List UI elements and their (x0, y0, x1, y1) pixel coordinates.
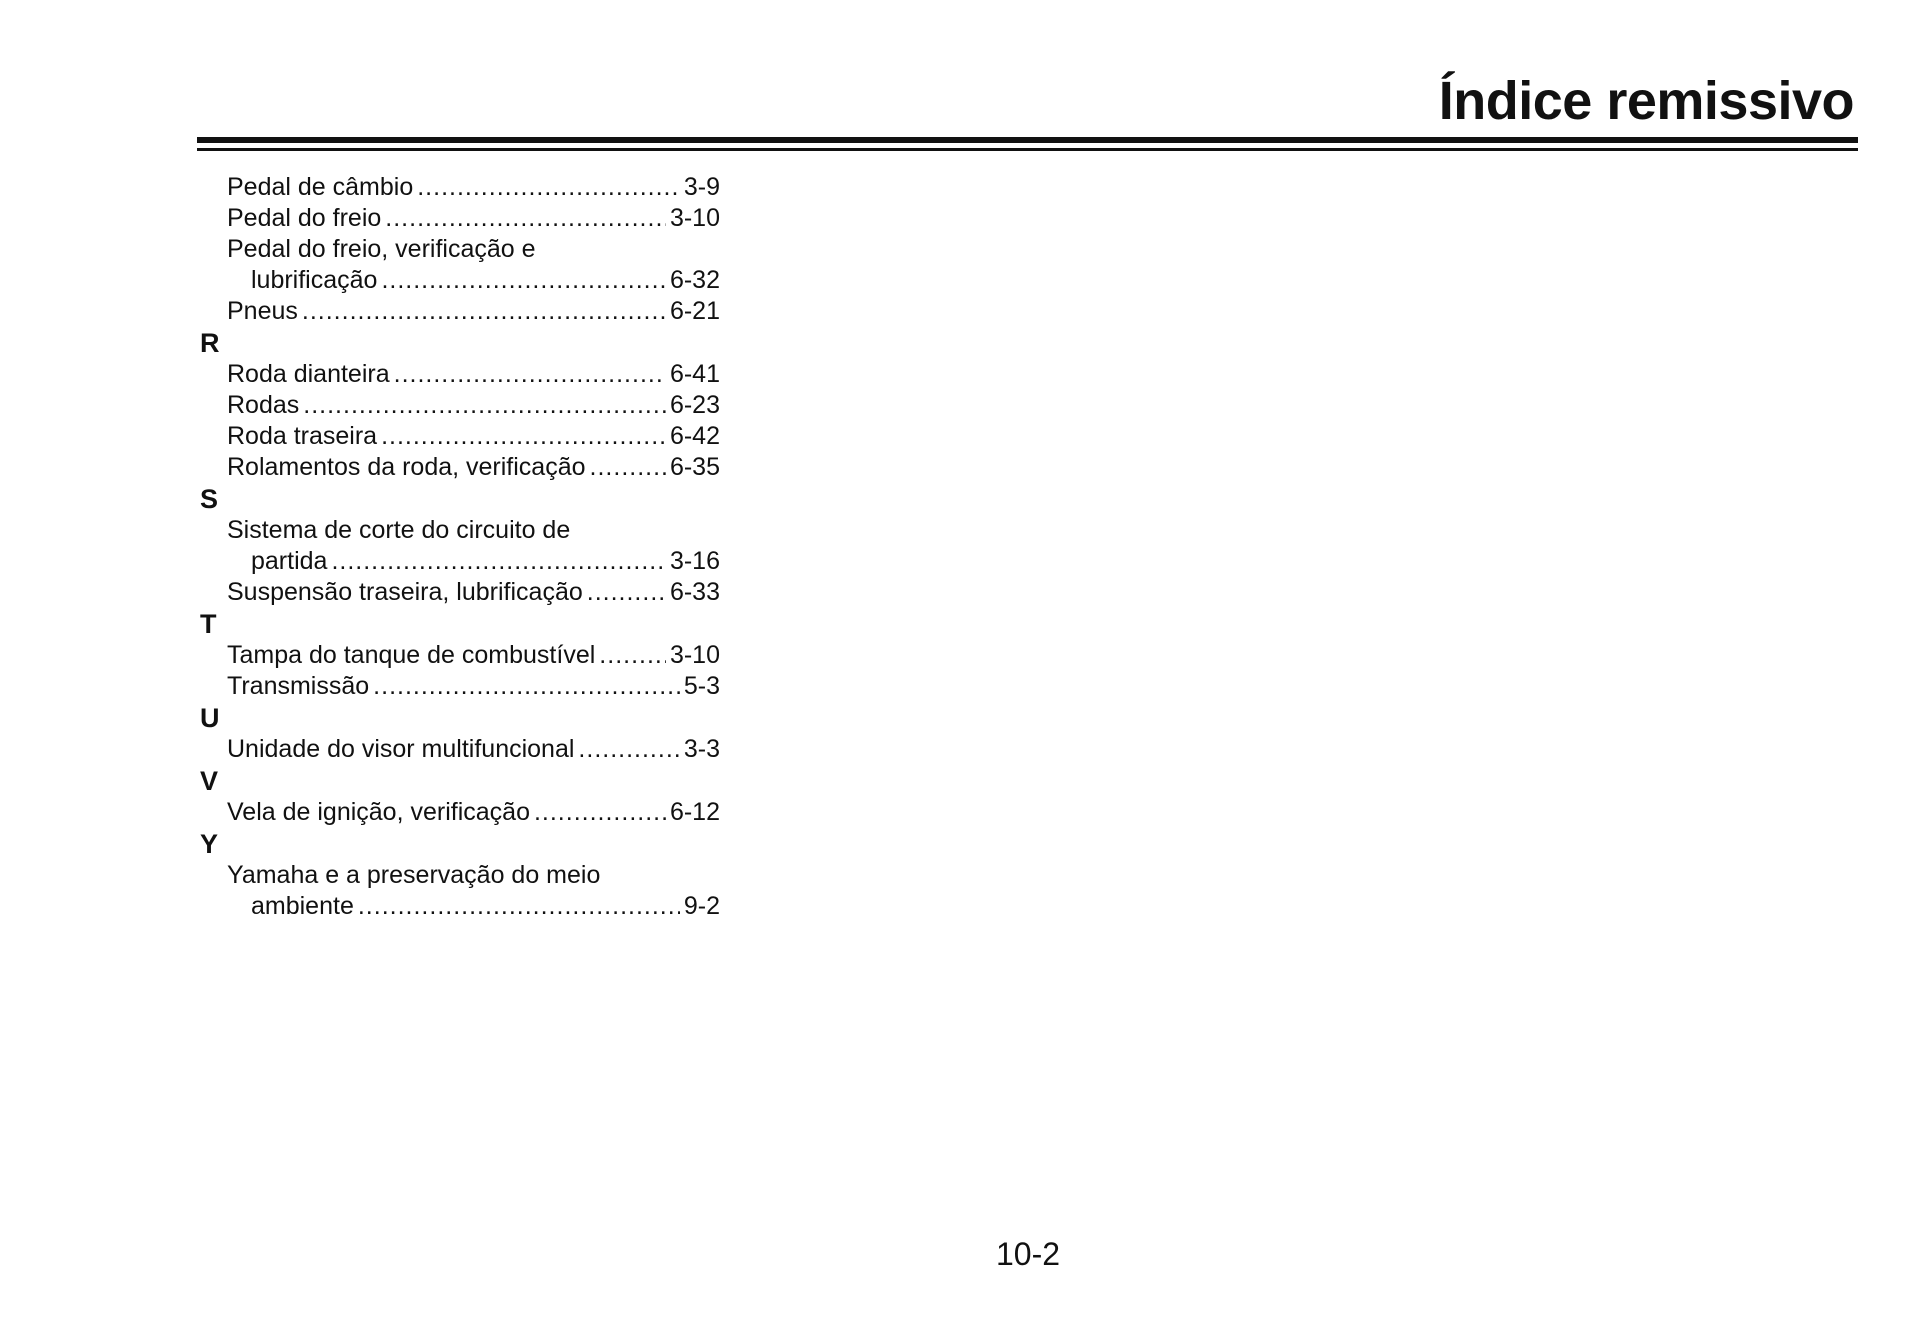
index-entry-text: Rodas (227, 391, 300, 419)
index-group-letter: T (200, 609, 217, 639)
index-entry-line (227, 891, 720, 922)
index-entry-page: 3-9 (683, 173, 720, 201)
dot-leader (302, 296, 666, 327)
index-entry (200, 734, 720, 765)
index-entry-page: 6-41 (669, 360, 720, 388)
index-entry-text: Transmissão (227, 672, 370, 700)
index-group-letter: S (200, 484, 219, 514)
index-entry (200, 797, 720, 828)
dot-leader (331, 546, 666, 577)
index-entry-line (227, 421, 720, 452)
index-entry-text: Pneus (227, 297, 298, 325)
index-entry-page: 3-10 (669, 641, 720, 669)
index-entry-page: 6-12 (669, 798, 720, 826)
index-entry (200, 421, 720, 452)
index-entry-line (227, 452, 720, 483)
index-entry-line (227, 640, 720, 671)
index-list (200, 172, 720, 922)
index-group-letter: V (200, 766, 219, 796)
index-entry (200, 640, 720, 671)
index-entry-line (227, 860, 720, 891)
index-entry-line (227, 797, 720, 828)
index-entry-page: 6-21 (669, 297, 720, 325)
index-group-letter: Y (200, 829, 219, 859)
index-entry-text: Tampa do tanque de combustível (227, 641, 596, 669)
index-entry-page: 6-42 (669, 422, 720, 450)
index-entry-text: Pedal do freio (227, 204, 382, 232)
dot-leader (394, 359, 666, 390)
index-entry-page: 6-32 (669, 266, 720, 294)
title-rule-thick (197, 137, 1858, 143)
index-entry-text: Roda traseira (227, 422, 378, 450)
index-entry-line (227, 203, 720, 234)
dot-leader (599, 640, 666, 671)
index-entry-line (227, 172, 720, 203)
index-entry (200, 172, 720, 203)
dot-leader (578, 734, 679, 765)
index-entry-text: Roda dianteira (227, 360, 390, 388)
index-entry-text: Sistema de corte do circuito de (227, 516, 571, 544)
index-entry-text: Rolamentos da roda, verificação (227, 453, 586, 481)
index-entry-page: 3-16 (669, 547, 720, 575)
index-entry-text: Yamaha e a preservação do meio (227, 861, 601, 889)
dot-leader (381, 265, 666, 296)
index-entry (200, 671, 720, 702)
index-entry-text: lubrificação (251, 266, 378, 294)
index-entry-line (227, 359, 720, 390)
index-group-letter: U (200, 703, 220, 733)
index-entry-line (227, 734, 720, 765)
index-entry-text: Pedal de câmbio (227, 173, 414, 201)
index-entry (200, 234, 720, 296)
dot-leader (303, 390, 666, 421)
index-entry-line (227, 546, 720, 577)
dot-leader (587, 577, 666, 608)
index-group-letter: R (200, 328, 220, 358)
index-entry-line (227, 296, 720, 327)
index-entry-line (227, 265, 720, 296)
index-entry-line (227, 515, 720, 546)
dot-leader (534, 797, 666, 828)
dot-leader (590, 452, 666, 483)
index-entry (200, 390, 720, 421)
index-entry (200, 515, 720, 577)
dot-leader (381, 421, 666, 452)
index-entry-line (227, 577, 720, 608)
dot-leader (417, 172, 680, 203)
index-entry-page: 9-2 (683, 892, 720, 920)
index-entry-line (227, 234, 720, 265)
dot-leader (358, 891, 680, 922)
dot-leader (373, 671, 680, 702)
index-entry-page: 5-3 (683, 672, 720, 700)
index-entry (200, 860, 720, 922)
index-entry-text: Suspensão traseira, lubrificação (227, 578, 583, 606)
index-entry-text: Unidade do visor multifuncional (227, 735, 575, 763)
index-entry-text: partida (251, 547, 328, 575)
index-entry-line (227, 390, 720, 421)
index-entry-page: 6-33 (669, 578, 720, 606)
page-number: 10-2 (996, 1236, 1061, 1272)
index-entry-text: ambiente (251, 892, 354, 920)
index-entry (200, 452, 720, 483)
title-rule-thin (197, 148, 1858, 151)
index-entry (200, 359, 720, 390)
index-entry (200, 296, 720, 327)
index-entry-text: Vela de ignição, verificação (227, 798, 530, 826)
index-entry (200, 203, 720, 234)
index-entry-page: 6-23 (669, 391, 720, 419)
index-entry-page: 3-10 (669, 204, 720, 232)
index-entry-text: Pedal do freio, verificação e (227, 235, 536, 263)
index-entry-page: 3-3 (683, 735, 720, 763)
index-entry-page: 6-35 (669, 453, 720, 481)
index-entry-line (227, 671, 720, 702)
page-title: Índice remissivo (1438, 71, 1854, 131)
index-entry (200, 577, 720, 608)
dot-leader (385, 203, 666, 234)
